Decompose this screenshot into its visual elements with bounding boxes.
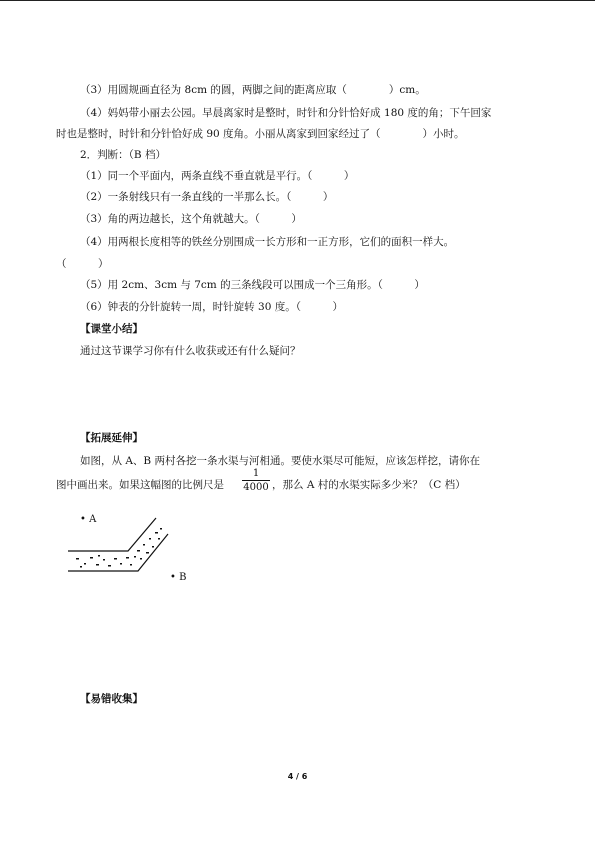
page-number: 4 / 6 — [287, 772, 308, 781]
fraction-denominator: 4000 — [243, 482, 269, 493]
fraction-bar — [242, 480, 270, 481]
header-rule — [0, 0, 595, 1]
summary-text: 通过这节课学习你有什么收获或还有什么疑问？ — [80, 345, 301, 357]
river-figure — [60, 508, 200, 591]
judge-3: （3）角的两边越长，这个角就越大。（ ） — [80, 213, 302, 225]
village-a-label: • A — [80, 514, 97, 525]
judge-2: （2）一条射线只有一条直线的一半那么长。（ ） — [80, 191, 334, 203]
extension-heading: 【拓展延伸】 — [80, 432, 143, 444]
judge-4-line1: （4）用两根长度相等的铁丝分别围成一长方形和一正方形，它们的面积一样大。 — [80, 236, 455, 248]
river-bank-lower — [68, 534, 168, 571]
summary-heading: 【课堂小结】 — [80, 323, 143, 335]
judge-4-line2: （ ） — [56, 258, 109, 270]
errors-heading: 【易错收集】 — [80, 693, 143, 705]
extension-line1: 如图，从 A、B 两村各挖一条水渠与河相通。要使水渠尽可能短，应该怎样挖，请你在 — [80, 455, 480, 467]
river-water-pattern — [76, 528, 162, 568]
village-b-label: • B — [170, 572, 187, 583]
judge-title: 2．判断：（B 档） — [80, 149, 166, 161]
item-q4-line2: 时也是整时，时针和分针恰好成 90 度角。小丽从离家到回家经过了（ ）小时。 — [56, 128, 465, 140]
item-q4-line1: （4）妈妈带小丽去公园。早晨离家时是整时，时针和分针恰好成 180 度的角；下午回家 — [80, 107, 492, 119]
judge-1: （1）同一个平面内，两条直线不垂直就是平行。（ ） — [80, 170, 355, 182]
fraction-numerator: 1 — [252, 468, 260, 479]
item-q3: （3）用圆规画直径为 8cm 的圆，两脚之间的距离应取（ ）cm。 — [80, 84, 426, 96]
judge-6: （6）钟表的分针旋转一周，时针旋转 30 度。（ ） — [80, 301, 343, 313]
extension-line2-end: ，那么 A 村的水渠实际多少米？（C 档） — [272, 479, 466, 491]
scale-fraction — [242, 468, 270, 493]
extension-line2-start: 图中画出来。如果这幅图的比例尺是 — [56, 479, 224, 491]
judge-5: （5）用 2cm、3cm 与 7cm 的三条线段可以围成一个三角形。（ ） — [80, 279, 425, 291]
